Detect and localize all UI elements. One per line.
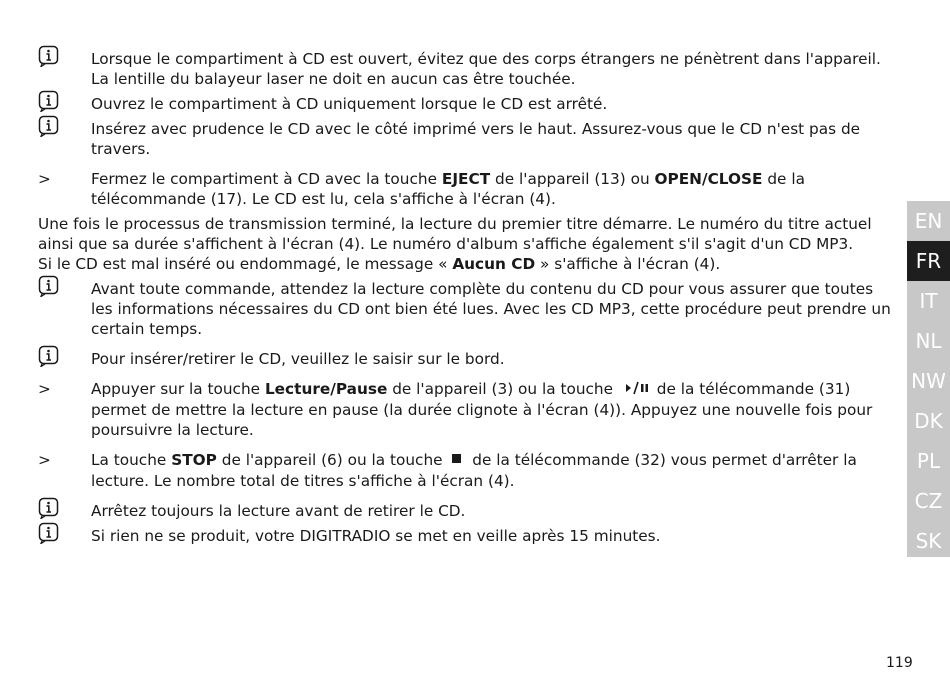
info-text: Si rien ne se produit, votre DIGITRADIO se met en veille après 15 minutes. bbox=[91, 527, 661, 545]
open-close-key-label: OPEN/CLOSE bbox=[654, 170, 763, 188]
language-tab-fr[interactable]: FR bbox=[907, 241, 950, 281]
page-content bbox=[38, 49, 898, 556]
info-note bbox=[38, 349, 898, 369]
info-icon bbox=[38, 497, 60, 519]
step-item bbox=[38, 450, 898, 491]
language-tab-nw[interactable]: NW bbox=[911, 369, 946, 393]
info-text: Insérez avec prudence le CD avec le côté imprimé vers le haut. Assurez-vous que le CD n'est pas de travers. bbox=[91, 120, 861, 158]
info-note bbox=[38, 279, 898, 339]
eject-key-label: EJECT bbox=[441, 170, 491, 188]
step-text: Appuyer sur la touche Lecture/Pause de l'appareil (3) ou la touche de la télécommande (31) permet de mettre la lecture en pause (la durée clignote à l'écran (4)). Appuyez une nouvelle fois pour poursuivre la lecture. bbox=[91, 380, 873, 439]
info-icon bbox=[38, 522, 60, 544]
language-tab-en[interactable]: EN bbox=[914, 209, 943, 233]
info-icon bbox=[38, 345, 60, 367]
info-icon bbox=[38, 45, 60, 67]
language-tab-sk[interactable]: SK bbox=[915, 529, 942, 553]
language-tab-it[interactable]: IT bbox=[919, 289, 938, 313]
aucun-cd-label: Aucun CD bbox=[452, 255, 536, 273]
info-text: Ouvrez le compartiment à CD uniquement lorsque le CD est arrêté. bbox=[91, 95, 608, 113]
step-text: Fermez le compartiment à CD avec la touche EJECT de l'appareil (13) ou OPEN/CLOSE de la télécommande (17). Le CD est lu, cela s'affiche à l'écran (4). bbox=[91, 170, 805, 208]
info-text: Lorsque le compartiment à CD est ouvert, évitez que des corps étrangers ne pénètrent dans l'appareil. bbox=[91, 50, 881, 68]
info-note bbox=[38, 526, 898, 546]
info-text: Pour insérer/retirer le CD, veuillez le saisir sur le bord. bbox=[91, 350, 505, 368]
stop-icon bbox=[447, 451, 467, 471]
step-text: La touche STOP de l'appareil (6) ou la touche de la télécommande (32) vous permet d'arrêter la lecture. Le nombre total de titres s'affiche à l'écran (4). bbox=[91, 451, 857, 490]
language-sidebar bbox=[907, 201, 950, 557]
info-note bbox=[38, 94, 898, 114]
step-item bbox=[38, 169, 898, 209]
info-text: Arrêtez toujours la lecture avant de retirer le CD. bbox=[91, 502, 466, 520]
language-tab-cz[interactable]: CZ bbox=[914, 489, 943, 513]
step-marker: > bbox=[38, 451, 51, 469]
play-pause-icon bbox=[618, 380, 652, 400]
body-paragraph: Une fois le processus de transmission terminé, la lecture du premier titre démarre. Le numéro du titre actuel ainsi que sa durée s'affichent à l'écran (4). Le numéro d'album s'affiche également s'il s'agit d'un CD MP3. Si le CD est mal inséré ou endommagé, le message « Aucun CD » s'affiche à l'écran (4). bbox=[38, 215, 872, 273]
language-tab-pl[interactable]: PL bbox=[916, 449, 941, 473]
info-text: La lentille du balayeur laser ne doit en aucun cas être touchée. bbox=[91, 70, 576, 88]
step-marker: > bbox=[38, 380, 51, 398]
info-icon bbox=[38, 275, 60, 297]
step-item bbox=[38, 379, 898, 440]
info-icon bbox=[38, 90, 60, 112]
lecture-pause-key-label: Lecture/Pause bbox=[264, 380, 388, 398]
step-marker: > bbox=[38, 170, 51, 188]
info-icon bbox=[38, 115, 60, 137]
info-note bbox=[38, 501, 898, 521]
info-note bbox=[38, 119, 898, 159]
language-tab-dk[interactable]: DK bbox=[914, 409, 943, 433]
page-number: 119 bbox=[886, 655, 913, 671]
info-note bbox=[38, 49, 898, 89]
info-text: Avant toute commande, attendez la lecture complète du contenu du CD pour vous assurer que toutes les informations nécessaires du CD ont bien été lues. Avec les CD MP3, cette procédure peut prendre un certain temps. bbox=[91, 280, 891, 338]
language-tab-nl[interactable]: NL bbox=[915, 329, 942, 353]
stop-key-label: STOP bbox=[171, 451, 217, 469]
